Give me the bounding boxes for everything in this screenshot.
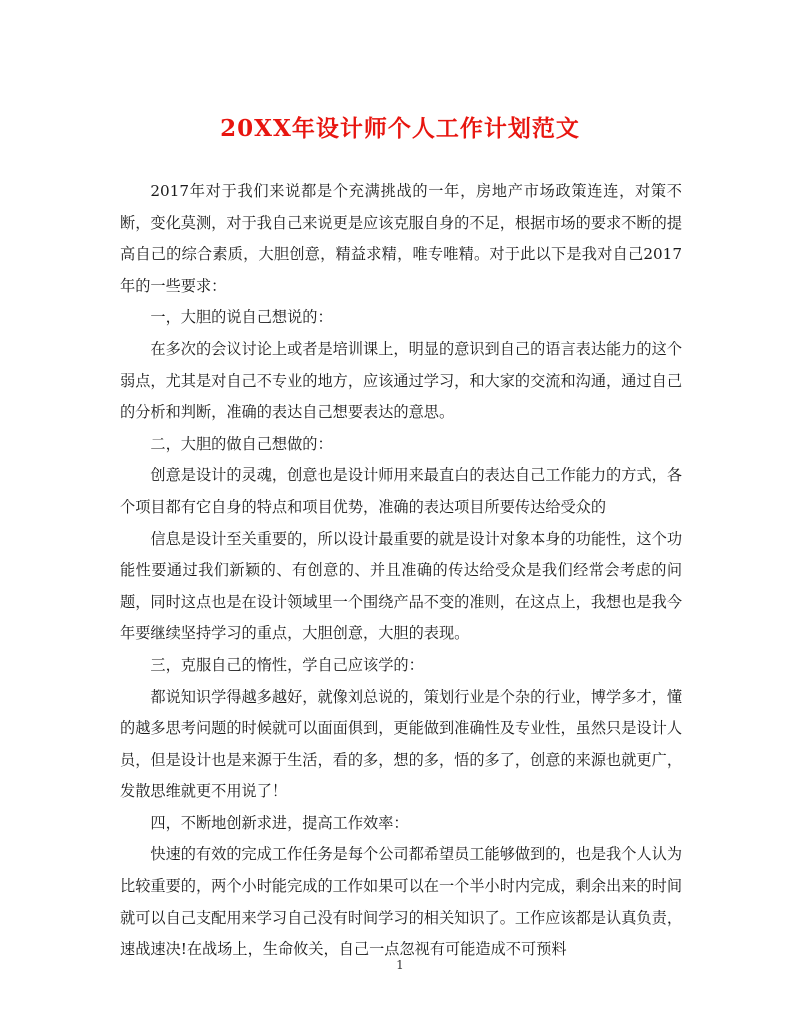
section-heading-1: 一，大胆的说自己想说的： [150, 308, 333, 327]
paragraph: 在多次的会议讨论上或者是培训课上，明显的意识到自己的语言表达能力的这个弱点，尤其是对自己不专业的地方，应该通过学习，和大家的交流和沟通，通过自己的分析和判断，准确的表达自己想要表达的意思。 [120, 339, 682, 422]
document-title: 20XX年设计师个人工作计划范文 [220, 115, 580, 142]
section-heading-4: 四，不断地创新求进，提高工作效率： [150, 813, 409, 832]
paragraph: 信息是设计至关重要的，所以设计最重要的就是设计对象本身的功能性，这个功能性要通过我们新颖的、有创意的、并且准确的传达给受众是我们经常会考虑的问题，同时这点也是在设计领域里一个围绕产品不变的准则，在这点上，我想也是我今年要继续坚持学习的重点，大胆创意，大胆的表现。 [120, 529, 682, 643]
paragraph: 快速的有效的完成工作任务是每个公司都希望员工能够做到的，也是我个人认为比较重要的，两个小时能完成的工作如果可以在一个半小时内完成，剩余出来的时间就可以自己支配用来学习自己没有时间学习的相关知识了。工作应该都是认真负责，速战速决!在战场上，生命攸关，自己一点忽视有可能造成不可预料 [120, 845, 682, 959]
paragraph-intro: 2017年对于我们来说都是个充满挑战的一年，房地产市场政策连连，对策不断，变化莫测，对于我自己来说更是应该克服自身的不足，根据市场的要求不断的提高自己的综合素质，大胆创意，精益求精，唯专唯精。对于此以下是我对自己2017年的一些要求： [120, 182, 682, 295]
paragraph: 都说知识学得越多越好，就像刘总说的，策划行业是个杂的行业，博学多才，懂的越多思考问题的时候就可以面面俱到，更能做到准确性及专业性，虽然只是设计人员，但是设计也是来源于生活，看的多，想的多，悟的多了，创意的来源也就更广，发散思维就更不用说了！ [120, 687, 682, 801]
section-heading-3: 三，克服自己的惰性，学自己应该学的： [150, 655, 424, 674]
page-number: 1 [396, 958, 404, 972]
paragraph: 创意是设计的灵魂，创意也是设计师用来最直白的表达自己工作能力的方式，各个项目都有它自身的特点和项目优势，准确的表达项目所要传达给受众的 [120, 466, 682, 516]
document-body [120, 176, 682, 966]
section-heading-2: 二，大胆的做自己想做的： [150, 434, 333, 453]
